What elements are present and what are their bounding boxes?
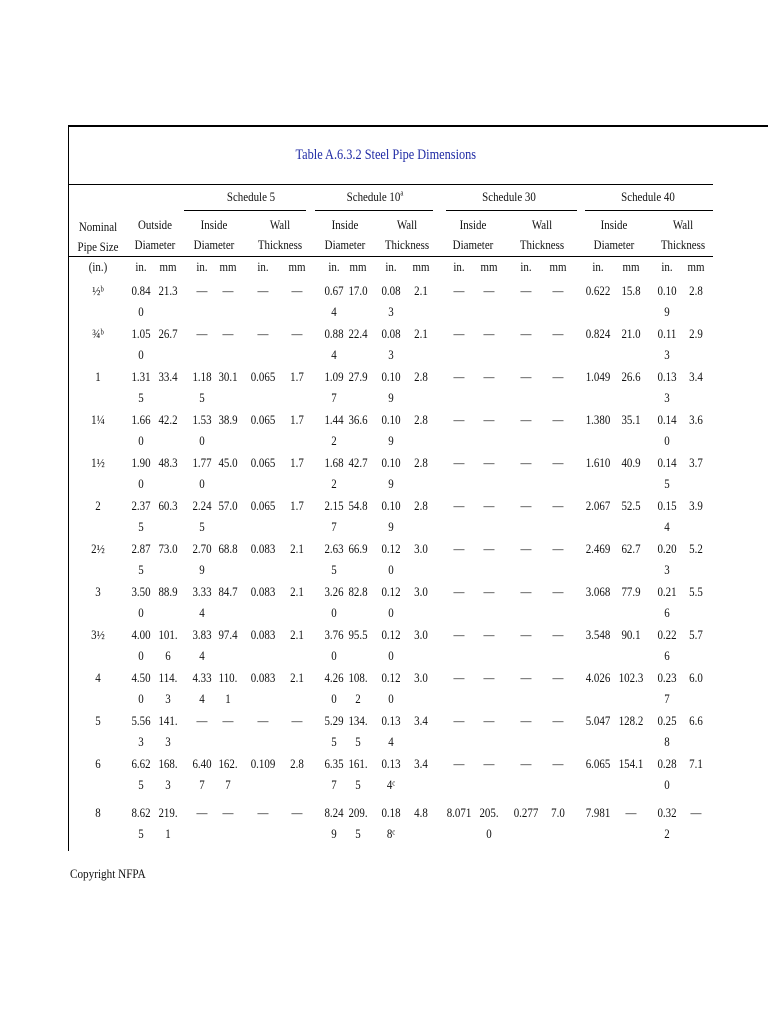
table-cell: —: [520, 455, 532, 470]
table-cell: 0.065: [250, 498, 276, 513]
table-cell: 101. 6: [158, 627, 178, 663]
table-cell: 3.0: [414, 670, 428, 685]
table-cell: 2.1: [290, 541, 304, 556]
table-cell: 4.026: [585, 670, 611, 685]
table-cell: 2.63 5: [324, 541, 344, 577]
table-cell: 36.6: [348, 412, 368, 427]
table-cell: —: [453, 670, 465, 685]
table-cell: —: [520, 584, 532, 599]
table-cell: 4.33 4: [192, 670, 212, 706]
wall-thickness-header: Wall Thickness: [519, 217, 565, 252]
table-cell: 21.0: [621, 326, 641, 341]
table-rule: [69, 184, 713, 185]
table-cell: 3.4: [414, 713, 428, 728]
table-cell: 30.1: [218, 369, 238, 384]
table-cell: —: [520, 283, 532, 298]
table-rule: [69, 256, 713, 257]
table-rule: [315, 210, 433, 211]
table-cell: —: [453, 713, 465, 728]
table-cell: 26.7: [158, 326, 178, 341]
table-cell: 3.76 0: [324, 627, 344, 663]
table-cell: —: [196, 283, 208, 298]
table-cell: 2.87 5: [131, 541, 151, 577]
pipe-size-cell: 6: [95, 756, 101, 771]
table-cell: 0.13 3: [657, 369, 677, 405]
table-rule: [585, 210, 713, 211]
table-cell: 35.1: [621, 412, 641, 427]
table-cell: —: [196, 713, 208, 728]
table-cell: 27.9: [348, 369, 368, 384]
table-cell: 77.9: [621, 584, 641, 599]
table-cell: 0.065: [250, 455, 276, 470]
unit-label: in.: [592, 259, 604, 274]
table-cell: 2.8: [414, 498, 428, 513]
table-cell: —: [625, 805, 637, 820]
unit-label: mm: [288, 259, 306, 274]
table-cell: 2.24 5: [192, 498, 212, 534]
table-cell: 1.610: [585, 455, 611, 470]
unit-label: in.: [328, 259, 340, 274]
table-cell: 6.40 7: [192, 756, 212, 792]
pipe-size-cell: 3: [95, 584, 101, 599]
table-cell: —: [291, 326, 303, 341]
table-cell: —: [552, 498, 564, 513]
table-cell: —: [520, 713, 532, 728]
table-cell: —: [483, 498, 495, 513]
table-cell: —: [483, 670, 495, 685]
table-cell: 0.824: [585, 326, 611, 341]
table-cell: 1.09 7: [324, 369, 344, 405]
schedule-header: Schedule 10$^a$: [346, 188, 404, 204]
table-cell: —: [453, 455, 465, 470]
table-cell: 0.14 0: [657, 412, 677, 448]
table-cell: 1.44 2: [324, 412, 344, 448]
table-cell: 134. 5: [348, 713, 368, 749]
table-cell: —: [552, 541, 564, 556]
nominal-pipe-size-header: Nominal Pipe Size (in.): [77, 219, 119, 274]
unit-label: mm: [159, 259, 177, 274]
table-cell: 15.8: [621, 283, 641, 298]
wall-thickness-header: Wall Thickness: [257, 217, 303, 252]
wall-thickness-header: Wall Thickness: [660, 217, 706, 252]
table-cell: 90.1: [621, 627, 641, 642]
table-cell: 2.1: [290, 627, 304, 642]
table-cell: 0.32 2: [657, 805, 677, 841]
table-cell: 3.50 0: [131, 584, 151, 620]
table-cell: 2.8: [290, 756, 304, 771]
pipe-size-cell: 3½: [91, 627, 105, 642]
table-cell: —: [520, 627, 532, 642]
table-cell: —: [483, 455, 495, 470]
unit-label: mm: [349, 259, 367, 274]
schedule-header: Schedule 5: [226, 189, 276, 204]
table-cell: 3.26 0: [324, 584, 344, 620]
unit-label: in.: [453, 259, 465, 274]
table-cell: —: [453, 498, 465, 513]
table-cell: —: [483, 326, 495, 341]
table-cell: 0.23 7: [657, 670, 677, 706]
table-cell: 1.049: [585, 369, 611, 384]
table-cell: 3.548: [585, 627, 611, 642]
table-cell: 8.24 9: [324, 805, 344, 841]
table-cell: 1.7: [290, 455, 304, 470]
table-cell: 0.88 4: [324, 326, 344, 362]
table-cell: 3.0: [414, 584, 428, 599]
table-cell: —: [552, 670, 564, 685]
pipe-size-cell: 1: [95, 369, 101, 384]
table-cell: —: [257, 326, 269, 341]
unit-label: in.: [196, 259, 208, 274]
table-cell: —: [222, 805, 234, 820]
pipe-size-cell: 1½: [91, 455, 105, 470]
unit-label: in.: [385, 259, 397, 274]
table-cell: 168. 3: [158, 756, 178, 792]
table-cell: 1.53 0: [192, 412, 212, 448]
table-cell: 7.0: [551, 805, 565, 820]
table-cell: —: [552, 627, 564, 642]
table-cell: —: [520, 670, 532, 685]
table-cell: —: [453, 326, 465, 341]
table-cell: 82.8: [348, 584, 368, 599]
unit-label: mm: [622, 259, 640, 274]
table-cell: —: [520, 498, 532, 513]
table-cell: —: [520, 326, 532, 341]
unit-label: mm: [219, 259, 237, 274]
table-cell: 6.62 5: [131, 756, 151, 792]
table-cell: —: [453, 584, 465, 599]
table-cell: 42.7: [348, 455, 368, 470]
table-cell: —: [453, 756, 465, 771]
table-cell: —: [552, 283, 564, 298]
table-cell: 8.071: [446, 805, 472, 820]
table-cell: 21.3: [158, 283, 178, 298]
unit-label: mm: [480, 259, 498, 274]
table-cell: 3.83 4: [192, 627, 212, 663]
pipe-size-cell: 2½: [91, 541, 105, 556]
table-cell: 0.10 9: [381, 498, 401, 534]
table-cell: 52.5: [621, 498, 641, 513]
table-cell: —: [552, 756, 564, 771]
table-cell: 1.31 5: [131, 369, 151, 405]
table-cell: 0.21 6: [657, 584, 677, 620]
table-cell: 0.10 9: [381, 412, 401, 448]
table-cell: —: [222, 283, 234, 298]
table-cell: 0.12 0: [381, 541, 401, 577]
table-cell: 2.1: [414, 283, 428, 298]
pipe-size-cell: ¾ᵇ: [92, 326, 104, 341]
table-cell: —: [257, 713, 269, 728]
table-cell: 5.7: [689, 627, 703, 642]
table-cell: 0.10 9: [657, 283, 677, 319]
table-cell: 3.0: [414, 541, 428, 556]
table-cell: 209. 5: [348, 805, 368, 841]
table-cell: 73.0: [158, 541, 178, 556]
table-cell: 54.8: [348, 498, 368, 513]
table-cell: —: [552, 455, 564, 470]
table-cell: 88.9: [158, 584, 178, 599]
table-cell: 1.77 0: [192, 455, 212, 491]
table-cell: 7.981: [585, 805, 611, 820]
table-cell: 1.05 0: [131, 326, 151, 362]
wall-thickness-header: Wall Thickness: [384, 217, 430, 252]
table-cell: —: [483, 369, 495, 384]
table-cell: 97.4: [218, 627, 238, 642]
table-cell: 2.15 7: [324, 498, 344, 534]
table-cell: 0.10 9: [381, 369, 401, 405]
table-cell: 45.0: [218, 455, 238, 470]
table-cell: 1.7: [290, 369, 304, 384]
table-cell: 0.84 0: [131, 283, 151, 319]
table-cell: 8.62 5: [131, 805, 151, 841]
table-cell: 0.11 3: [657, 326, 677, 362]
table-cell: 2.469: [585, 541, 611, 556]
table-cell: 5.29 5: [324, 713, 344, 749]
table-cell: 0.13 4ᶜ: [381, 756, 401, 792]
table-cell: —: [552, 412, 564, 427]
table-cell: 0.083: [250, 627, 276, 642]
table-cell: —: [690, 805, 702, 820]
unit-label: mm: [687, 259, 705, 274]
schedule-header: Schedule 30: [482, 189, 536, 204]
table-cell: —: [520, 756, 532, 771]
table-cell: 2.9: [689, 326, 703, 341]
table-cell: —: [291, 713, 303, 728]
table-cell: 0.065: [250, 369, 276, 384]
table-cell: 2.1: [290, 670, 304, 685]
table-cell: —: [552, 369, 564, 384]
table-cell: 0.18 8ᶜ: [381, 805, 401, 841]
table-cell: 162. 7: [218, 756, 238, 792]
table-cell: 0.622: [585, 283, 611, 298]
unit-label: mm: [412, 259, 430, 274]
table-cell: 57.0: [218, 498, 238, 513]
table-cell: 2.8: [414, 369, 428, 384]
table-cell: 0.08 3: [381, 326, 401, 362]
table-cell: 0.083: [250, 670, 276, 685]
unit-label: in.: [661, 259, 673, 274]
table-cell: 0.08 3: [381, 283, 401, 319]
table-cell: 2.70 9: [192, 541, 212, 577]
table-cell: —: [483, 412, 495, 427]
table-cell: —: [196, 805, 208, 820]
table-cell: 3.7: [689, 455, 703, 470]
table-cell: 33.4: [158, 369, 178, 384]
table-cell: 3.0: [414, 627, 428, 642]
table-cell: 0.277: [513, 805, 539, 820]
table-cell: 2.37 5: [131, 498, 151, 534]
table-cell: 1.18 5: [192, 369, 212, 405]
table-cell: —: [453, 541, 465, 556]
table-cell: 219. 1: [158, 805, 178, 841]
table-cell: 0.065: [250, 412, 276, 427]
table-cell: —: [291, 805, 303, 820]
table-cell: 1.90 0: [131, 455, 151, 491]
inside-diameter-header: Inside Diameter: [324, 217, 366, 252]
table-cell: —: [257, 805, 269, 820]
pipe-size-cell: 2: [95, 498, 101, 513]
table-cell: —: [552, 326, 564, 341]
table-cell: 2.8: [414, 412, 428, 427]
table-cell: 1.7: [290, 412, 304, 427]
table-cell: 0.28 0: [657, 756, 677, 792]
table-cell: 2.067: [585, 498, 611, 513]
table-cell: —: [483, 584, 495, 599]
table-cell: 3.33 4: [192, 584, 212, 620]
table-cell: 110. 1: [218, 670, 238, 706]
table-cell: —: [453, 369, 465, 384]
table-cell: 7.1: [689, 756, 703, 771]
table-cell: 3.068: [585, 584, 611, 599]
table-cell: 3.9: [689, 498, 703, 513]
table-cell: 38.9: [218, 412, 238, 427]
table-cell: 84.7: [218, 584, 238, 599]
schedule-header: Schedule 40: [621, 189, 675, 204]
table-cell: 0.12 0: [381, 584, 401, 620]
table-cell: 26.6: [621, 369, 641, 384]
table-cell: 66.9: [348, 541, 368, 556]
pipe-size-cell: 1¼: [91, 412, 105, 427]
table-cell: —: [453, 627, 465, 642]
table-cell: 1.7: [290, 498, 304, 513]
table-cell: 5.2: [689, 541, 703, 556]
table-cell: 154.1: [618, 756, 644, 771]
table-cell: 141. 3: [158, 713, 178, 749]
table-cell: 2.1: [290, 584, 304, 599]
table-cell: —: [552, 584, 564, 599]
table-cell: 5.56 3: [131, 713, 151, 749]
table-cell: 48.3: [158, 455, 178, 470]
table-cell: 4.26 0: [324, 670, 344, 706]
table-cell: 1.68 2: [324, 455, 344, 491]
inside-diameter-header: Inside Diameter: [193, 217, 235, 252]
table-cell: —: [196, 326, 208, 341]
table-cell: 3.4: [414, 756, 428, 771]
table-cell: —: [222, 713, 234, 728]
table-cell: 42.2: [158, 412, 178, 427]
table-cell: —: [483, 627, 495, 642]
table-cell: 5.5: [689, 584, 703, 599]
table-cell: 4.50 0: [131, 670, 151, 706]
table-cell: 0.15 4: [657, 498, 677, 534]
table-cell: 5.047: [585, 713, 611, 728]
table-cell: 3.6: [689, 412, 703, 427]
table-cell: 0.109: [250, 756, 276, 771]
table-cell: 102.3: [618, 670, 644, 685]
table-rule: [446, 210, 577, 211]
table-title: Table A.6.3.2 Steel Pipe Dimensions: [295, 147, 477, 163]
table-rule: [184, 210, 306, 211]
pipe-size-cell: ½ᵇ: [92, 283, 104, 298]
pipe-size-cell: 8: [95, 805, 101, 820]
table-cell: 205. 0: [479, 805, 499, 841]
table-cell: 0.12 0: [381, 670, 401, 706]
copyright-footer: Copyright NFPA: [70, 866, 146, 881]
table-cell: 1.380: [585, 412, 611, 427]
table-cell: 17.0: [348, 283, 368, 298]
table-cell: 60.3: [158, 498, 178, 513]
table-cell: —: [520, 541, 532, 556]
table-cell: —: [291, 283, 303, 298]
table-cell: 4.00 0: [131, 627, 151, 663]
pipe-size-cell: 5: [95, 713, 101, 728]
unit-label: in.: [257, 259, 269, 274]
table-cell: —: [552, 713, 564, 728]
table-cell: 40.9: [621, 455, 641, 470]
table-cell: 0.14 5: [657, 455, 677, 491]
table-cell: 0.67 4: [324, 283, 344, 319]
table-cell: 62.7: [621, 541, 641, 556]
table-cell: 4.8: [414, 805, 428, 820]
inside-diameter-header: Inside Diameter: [452, 217, 494, 252]
table-cell: 6.0: [689, 670, 703, 685]
unit-label: mm: [549, 259, 567, 274]
table-cell: —: [483, 756, 495, 771]
table-cell: —: [453, 412, 465, 427]
table-cell: 6.6: [689, 713, 703, 728]
table-cell: —: [453, 283, 465, 298]
table-cell: 0.12 0: [381, 627, 401, 663]
table-cell: 0.13 4: [381, 713, 401, 749]
table-cell: —: [483, 283, 495, 298]
table-cell: —: [483, 541, 495, 556]
table-cell: 2.8: [414, 455, 428, 470]
table-cell: 0.083: [250, 541, 276, 556]
table-cell: —: [222, 326, 234, 341]
table-cell: 114. 3: [158, 670, 178, 706]
table-cell: 161. 5: [348, 756, 368, 792]
table-cell: 3.4: [689, 369, 703, 384]
table-cell: 2.1: [414, 326, 428, 341]
table-cell: —: [257, 283, 269, 298]
table-cell: 0.10 9: [381, 455, 401, 491]
table-cell: 95.5: [348, 627, 368, 642]
table-cell: 6.35 7: [324, 756, 344, 792]
table-cell: 0.083: [250, 584, 276, 599]
table-cell: 0.25 8: [657, 713, 677, 749]
table-cell: —: [483, 713, 495, 728]
table-cell: —: [520, 412, 532, 427]
table-cell: 108. 2: [348, 670, 368, 706]
table-cell: 0.20 3: [657, 541, 677, 577]
inside-diameter-header: Inside Diameter: [593, 217, 635, 252]
unit-label: in.: [520, 259, 532, 274]
table-cell: 6.065: [585, 756, 611, 771]
table-cell: 1.66 0: [131, 412, 151, 448]
table-cell: 68.8: [218, 541, 238, 556]
table-cell: 128.2: [618, 713, 644, 728]
table-cell: 0.22 6: [657, 627, 677, 663]
pipe-size-cell: 4: [95, 670, 101, 685]
unit-label: in.: [135, 259, 147, 274]
table-cell: 2.8: [689, 283, 703, 298]
table-cell: 22.4: [348, 326, 368, 341]
table-cell: —: [520, 369, 532, 384]
outside-diameter-header: Outside Diameter: [134, 217, 176, 252]
